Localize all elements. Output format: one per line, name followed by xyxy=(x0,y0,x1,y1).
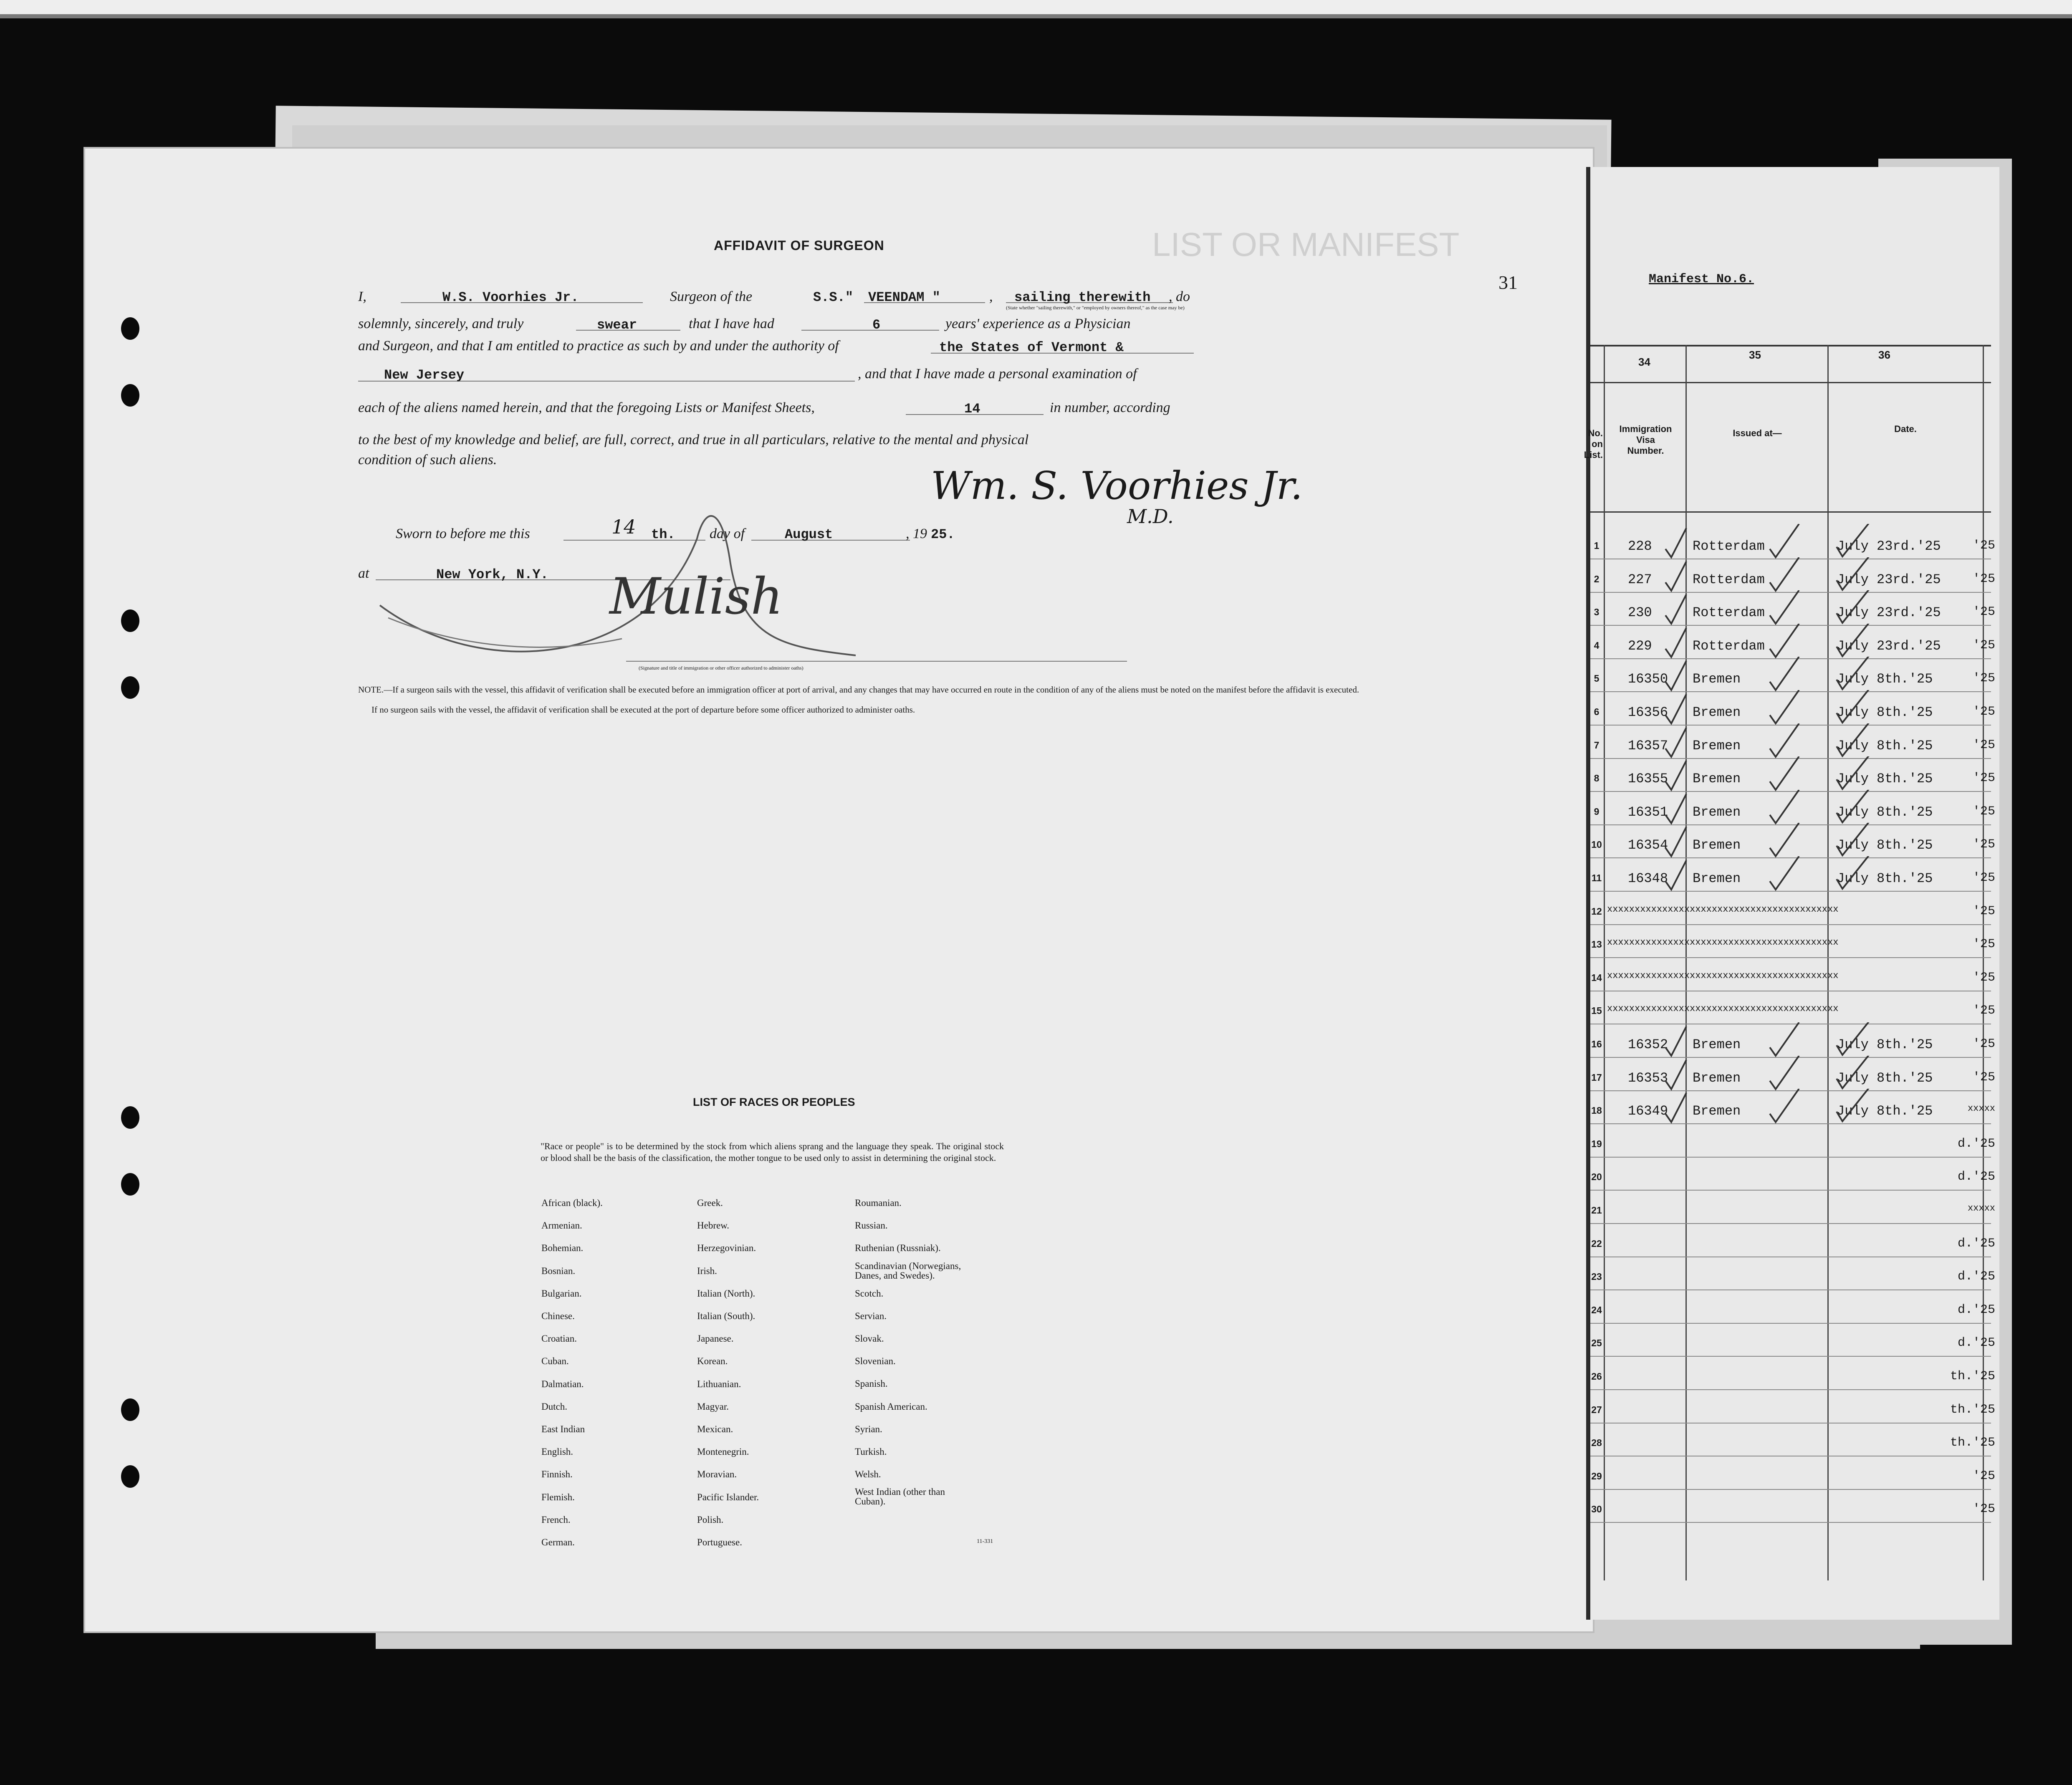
manifest-row-rule xyxy=(1590,1389,1991,1390)
races-column-3 xyxy=(855,1192,961,1508)
row-number: 1 xyxy=(1594,540,1599,551)
manifest-row-rule xyxy=(1590,957,1991,958)
manifest-row-rule xyxy=(1590,1289,1991,1290)
row-number: 13 xyxy=(1591,939,1602,950)
edge-date: '25 xyxy=(1972,738,1995,752)
row-number: 26 xyxy=(1591,1371,1602,1382)
scanner-top-edge xyxy=(0,0,2072,14)
race-entry: Syrian. xyxy=(855,1423,882,1434)
edge-date: d.'25 xyxy=(1957,1236,1995,1251)
issued-at: Bremen xyxy=(1693,771,1741,787)
edge-date: '25 xyxy=(1972,539,1995,553)
text-best: to the best of my knowledge and belief, are full, correct, and true in all particulars, relative to the mental and physical xyxy=(358,432,1029,448)
row-number: 25 xyxy=(1591,1337,1602,1349)
visa-number: 16349 xyxy=(1628,1103,1668,1119)
faint-bleed-text: LIST OR MANIFEST xyxy=(1152,226,1460,263)
race-entry: African (black). xyxy=(541,1198,603,1208)
surgeon-signature-md: M.D. xyxy=(1127,505,1174,528)
race-entry: Pacific Islander. xyxy=(697,1492,759,1502)
race-entry: Scandinavian (Norwegians, Danes, and Swedes). xyxy=(855,1260,961,1281)
issued-at: Bremen xyxy=(1693,1070,1741,1086)
check-mark-icon xyxy=(1661,856,1878,894)
visa-date: July 8th.'25 xyxy=(1837,705,1933,720)
text-do: , do xyxy=(1169,289,1190,304)
col-number-34: 34 xyxy=(1638,356,1650,368)
race-entry: Moravian. xyxy=(697,1469,737,1480)
edge-date: '25 xyxy=(1972,771,1995,786)
issued-at: Bremen xyxy=(1693,837,1741,853)
check-mark-icon xyxy=(1661,1056,1878,1093)
issued-at: Bremen xyxy=(1693,804,1741,820)
issued-at: Bremen xyxy=(1693,1037,1741,1052)
row-number: 12 xyxy=(1591,905,1602,917)
text-i: I, xyxy=(358,289,366,304)
manifest-row-rule xyxy=(1590,1522,1991,1523)
race-entry: Russian. xyxy=(855,1220,888,1231)
surgeon-name: W.S. Voorhies Jr. xyxy=(442,290,579,305)
row-number: 27 xyxy=(1591,1404,1602,1415)
sailing-status: sailing therewith xyxy=(1014,290,1151,305)
race-entry: French. xyxy=(541,1514,571,1525)
visa-date: July 8th.'25 xyxy=(1837,871,1933,886)
race-entry: Korean. xyxy=(697,1356,728,1367)
text-at: at xyxy=(358,566,369,581)
visa-number: 16354 xyxy=(1628,837,1668,853)
visa-number: 228 xyxy=(1628,539,1652,554)
race-entry: Portuguese. xyxy=(697,1537,742,1548)
edge-date: '25 xyxy=(1972,705,1995,719)
race-entry: Mexican. xyxy=(697,1424,733,1435)
row-number: 21 xyxy=(1591,1205,1602,1216)
race-entry: Hebrew. xyxy=(697,1220,730,1231)
officer-signature: Mulish xyxy=(609,568,783,626)
edge-date: '25 xyxy=(1972,904,1995,918)
row-number: 8 xyxy=(1594,773,1599,784)
binder-hole xyxy=(121,1173,139,1196)
visa-date: July 23rd.'25 xyxy=(1837,638,1941,654)
edge-date: '25 xyxy=(1972,937,1995,952)
race-entry: Flemish. xyxy=(541,1492,575,1502)
col-header-list-no: No. on List. xyxy=(1584,428,1603,460)
check-mark-icon xyxy=(1661,1089,1878,1126)
manifest-row-rule xyxy=(1590,924,1991,925)
col-number-35: 35 xyxy=(1749,349,1761,361)
visa-date: July 8th.'25 xyxy=(1837,771,1933,787)
race-entry: Spanish. xyxy=(855,1378,888,1389)
binder-hole xyxy=(121,1106,139,1129)
visa-date: July 8th.'25 xyxy=(1837,1103,1933,1119)
manifest-row-rule xyxy=(1590,1223,1991,1224)
check-mark-icon xyxy=(1661,524,1878,561)
officer-caption: (Signature and title of immigration or other officer authorized to administer oaths) xyxy=(639,665,804,671)
row-number: 3 xyxy=(1594,607,1599,618)
officer-line xyxy=(626,661,1127,662)
race-entry: Roumanian. xyxy=(855,1198,902,1208)
visa-number: xxxxxxxxxxxxxxxxxxxxxxxxxxxxxxxxxxxxxxxxxx xyxy=(1607,1004,1839,1014)
visa-date: July 8th.'25 xyxy=(1837,1037,1933,1052)
check-mark-icon xyxy=(1661,590,1878,628)
visa-date: July 8th.'25 xyxy=(1837,804,1933,820)
edge-date: '25 xyxy=(1972,671,1995,686)
edge-date: '25 xyxy=(1972,638,1995,652)
check-mark-icon xyxy=(1661,657,1878,694)
row-number: 23 xyxy=(1591,1271,1602,1282)
race-entry: Cuban. xyxy=(541,1356,569,1367)
row-number: 4 xyxy=(1594,640,1599,651)
row-number: 30 xyxy=(1591,1504,1602,1515)
visa-date: July 23rd.'25 xyxy=(1837,605,1941,621)
race-entry: East Indian xyxy=(541,1424,585,1435)
check-mark-icon xyxy=(1661,1022,1878,1060)
binder-hole xyxy=(121,1398,139,1421)
text-and-surgeon: and Surgeon, and that I am entitled to practice as such by and under the authority of xyxy=(358,338,839,354)
text-day-of: day of xyxy=(710,526,745,541)
ship-prefix: S.S." xyxy=(813,290,854,305)
visa-number: 16348 xyxy=(1628,871,1668,886)
visa-number: 16350 xyxy=(1628,671,1668,687)
edge-date: '25 xyxy=(1972,1469,1995,1483)
oath-type: swear xyxy=(597,317,637,333)
visa-date: July 8th.'25 xyxy=(1837,738,1933,753)
row-number: 14 xyxy=(1591,972,1602,983)
issued-at: Rotterdam xyxy=(1693,571,1765,587)
col-header-visa: Immigration Visa Number. xyxy=(1619,424,1672,456)
sworn-place: New York, N.Y. xyxy=(436,567,548,582)
race-entry: Chinese. xyxy=(541,1311,575,1322)
edge-date: th.'25 xyxy=(1950,1402,1995,1417)
edge-date: '25 xyxy=(1972,871,1995,885)
row-number: 10 xyxy=(1591,839,1602,850)
row-number: 7 xyxy=(1594,739,1599,751)
text-personal: , and that I have made a personal examination of xyxy=(858,366,1137,382)
row-number: 24 xyxy=(1591,1304,1602,1315)
edge-date: d.'25 xyxy=(1957,1136,1995,1151)
edge-date: th.'25 xyxy=(1950,1436,1995,1450)
row-number: 15 xyxy=(1591,1005,1602,1016)
text-sworn: Sworn to before me this xyxy=(396,526,530,541)
row-number: 20 xyxy=(1591,1171,1602,1183)
manifest-row-rule xyxy=(1590,1356,1991,1357)
race-entry: West Indian (other than Cuban). xyxy=(855,1487,945,1507)
race-entry: Montenegrin. xyxy=(697,1446,749,1457)
issued-at: Bremen xyxy=(1693,738,1741,753)
affidavit-page xyxy=(83,147,1594,1633)
check-mark-icon xyxy=(1661,624,1878,661)
check-mark-icon xyxy=(1661,823,1878,860)
manifest-head-rule xyxy=(1590,382,1991,383)
edge-date: '25 xyxy=(1972,571,1995,586)
visa-number: xxxxxxxxxxxxxxxxxxxxxxxxxxxxxxxxxxxxxxxxxx xyxy=(1607,904,1839,915)
text-years: years' experience as a Physician xyxy=(945,316,1131,331)
race-entry: Dutch. xyxy=(541,1401,567,1412)
ship-name: VEENDAM " xyxy=(868,290,940,305)
race-entry: Turkish. xyxy=(855,1446,887,1457)
edge-date: th.'25 xyxy=(1950,1369,1995,1383)
race-entry: Armenian. xyxy=(541,1220,582,1231)
visa-number: xxxxxxxxxxxxxxxxxxxxxxxxxxxxxxxxxxxxxxxxxx xyxy=(1607,970,1839,981)
row-number: 19 xyxy=(1591,1138,1602,1149)
manifest-col-divider xyxy=(1983,345,1984,1580)
race-entry: Magyar. xyxy=(697,1401,729,1412)
row-number: 9 xyxy=(1594,806,1599,817)
years-experience: 6 xyxy=(872,317,881,333)
race-entry: English. xyxy=(541,1446,574,1457)
row-number: 18 xyxy=(1591,1105,1602,1116)
race-entry: Ruthenian (Russniak). xyxy=(855,1243,941,1254)
edge-date: xxxxx xyxy=(1967,1103,1995,1114)
sailing-bracket-note: (State whether "sailing therewith," or "employed by owners thereof," as the case may be) xyxy=(1006,305,1185,311)
race-entry: Slovak. xyxy=(855,1333,884,1344)
check-mark-icon xyxy=(1661,723,1878,761)
check-mark-icon xyxy=(1661,756,1878,794)
visa-number: xxxxxxxxxxxxxxxxxxxxxxxxxxxxxxxxxxxxxxxxxx xyxy=(1607,937,1839,948)
form-code: 11-331 xyxy=(977,1538,993,1545)
manifest-row-rule xyxy=(1590,1190,1991,1191)
manifest-top-rule xyxy=(1590,345,1991,346)
binder-hole xyxy=(121,609,139,632)
races-intro: "Race or people" is to be determined by the stock from which aliens sprang and the language they speak. The original stock or blood shall be the basis of the classification, the mother tongue to be used only to assist in determining the original stock. xyxy=(541,1141,1004,1163)
page-number: 31 xyxy=(1498,272,1518,293)
note-2: If no surgeon sails with the vessel, the affidavit of verification shall be executed at the port of departure before some officer authorized to administer oaths. xyxy=(371,705,915,715)
row-number: 6 xyxy=(1594,706,1599,717)
row-number: 28 xyxy=(1591,1437,1602,1449)
col-number-36: 36 xyxy=(1878,349,1890,361)
row-number: 2 xyxy=(1594,573,1599,584)
text-each: each of the aliens named herein, and that the foregoing Lists or Manifest Sheets, xyxy=(358,400,815,415)
visa-number: 16353 xyxy=(1628,1070,1668,1086)
race-entry: Finnish. xyxy=(541,1469,573,1480)
text-solemnly: solemnly, sincerely, and truly xyxy=(358,316,524,331)
manifest-row-rule xyxy=(1590,1323,1991,1324)
col-header-issued: Issued at— xyxy=(1733,428,1782,438)
races-column-1 xyxy=(541,1192,603,1554)
races-column-2 xyxy=(697,1192,759,1554)
edge-date: '25 xyxy=(1972,1037,1995,1051)
race-entry: Dalmatian. xyxy=(541,1378,584,1389)
race-entry: Croatian. xyxy=(541,1333,577,1344)
race-entry: Slovenian. xyxy=(855,1356,896,1367)
visa-date: July 8th.'25 xyxy=(1837,671,1933,687)
col-header-date: Date. xyxy=(1894,424,1917,434)
row-number: 17 xyxy=(1591,1072,1602,1083)
text-have-had: that I have had xyxy=(689,316,774,331)
binder-hole xyxy=(121,317,139,340)
issued-at: Bremen xyxy=(1693,671,1741,687)
sworn-month: August xyxy=(785,527,833,542)
binder-hole xyxy=(121,676,139,699)
edge-date: '25 xyxy=(1972,605,1995,619)
authority-1: the States of Vermont & xyxy=(939,340,1124,355)
visa-date: July 8th.'25 xyxy=(1837,837,1933,853)
race-entry: Bosnian. xyxy=(541,1265,576,1276)
visa-date: July 23rd.'25 xyxy=(1837,539,1941,554)
race-entry: German. xyxy=(541,1537,575,1548)
sheets-count: 14 xyxy=(964,401,980,417)
race-entry: Welsh. xyxy=(855,1469,881,1480)
affidavit-title: AFFIDAVIT OF SURGEON xyxy=(714,238,884,253)
edge-date: '25 xyxy=(1972,804,1995,819)
visa-number: 16357 xyxy=(1628,738,1668,753)
visa-date: July 23rd.'25 xyxy=(1837,571,1941,587)
sworn-day-suffix: th. xyxy=(651,527,675,542)
row-number: 5 xyxy=(1594,673,1599,684)
race-entry: Italian (North). xyxy=(697,1288,756,1299)
race-entry: Bulgarian. xyxy=(541,1288,582,1299)
visa-number: 229 xyxy=(1628,638,1652,654)
surgeon-signature: Wm. S. Voorhies Jr. xyxy=(931,463,1303,508)
edge-date: '25 xyxy=(1972,1502,1995,1517)
edge-date: '25 xyxy=(1972,837,1995,852)
manifest-body-rule xyxy=(1590,511,1991,513)
edge-date: d.'25 xyxy=(1957,1302,1995,1317)
binder-hole xyxy=(121,1465,139,1488)
row-number: 22 xyxy=(1591,1238,1602,1249)
years-line xyxy=(801,330,939,331)
manifest-label: Manifest No.6. xyxy=(1649,272,1754,286)
text-in-number: in number, according xyxy=(1050,400,1170,415)
edge-date: d.'25 xyxy=(1957,1269,1995,1284)
edge-date: '25 xyxy=(1972,1070,1995,1085)
edge-date: d.'25 xyxy=(1957,1336,1995,1350)
race-entry: Servian. xyxy=(855,1310,887,1321)
edge-date: d.'25 xyxy=(1957,1170,1995,1184)
visa-date: July 8th.'25 xyxy=(1837,1070,1933,1086)
text-condition: condition of such aliens. xyxy=(358,452,497,468)
check-mark-icon xyxy=(1661,790,1878,827)
race-entry: Italian (South). xyxy=(697,1311,756,1322)
visa-number: 16351 xyxy=(1628,804,1668,820)
note-1: NOTE.—If a surgeon sails with the vessel, this affidavit of verification shall be executed before an immigration officer at port of arrival, and any changes that may have occurred en route in the condition of any of the aliens must be noted on the manifest before the affidavit is executed. xyxy=(358,685,1359,695)
row-number: 11 xyxy=(1591,872,1602,883)
sworn-year: 25. xyxy=(931,527,955,542)
authority-2: New Jersey xyxy=(384,367,465,383)
row-number: 29 xyxy=(1591,1470,1602,1482)
check-mark-icon xyxy=(1661,557,1878,595)
races-title: LIST OF RACES OR PEOPLES xyxy=(693,1096,855,1108)
visa-number: 16356 xyxy=(1628,705,1668,720)
issued-at: Bremen xyxy=(1693,871,1741,886)
edge-date: xxxxx xyxy=(1967,1203,1995,1214)
binder-hole xyxy=(121,384,139,407)
sworn-day: 14 xyxy=(611,516,636,538)
edge-date: '25 xyxy=(1972,1004,1995,1018)
issued-at: Bremen xyxy=(1693,705,1741,720)
manifest-col-divider xyxy=(1604,345,1605,1580)
issued-at: Bremen xyxy=(1693,1103,1741,1119)
issued-at: Rotterdam xyxy=(1693,605,1765,621)
row-number: 16 xyxy=(1591,1039,1602,1049)
visa-number: 230 xyxy=(1628,605,1652,621)
edge-date: '25 xyxy=(1972,970,1995,985)
race-entry: Lithuanian. xyxy=(697,1378,741,1389)
race-entry: Herzegovinian. xyxy=(697,1243,756,1254)
race-entry: Greek. xyxy=(697,1198,723,1208)
race-entry: Spanish American. xyxy=(855,1401,927,1412)
race-entry: Irish. xyxy=(697,1265,717,1276)
race-entry: Polish. xyxy=(697,1514,724,1525)
scanner-top-shadow xyxy=(0,14,2072,18)
manifest-row-rule xyxy=(1590,1489,1991,1490)
visa-number: 16355 xyxy=(1628,771,1668,787)
race-entry: Bohemian. xyxy=(541,1243,584,1254)
issued-at: Rotterdam xyxy=(1693,638,1765,654)
text-comma: , xyxy=(989,289,993,304)
manifest-row-rule xyxy=(1590,1157,1991,1158)
visa-number: 227 xyxy=(1628,571,1652,587)
race-entry: Japanese. xyxy=(697,1333,734,1344)
race-entry: Scotch. xyxy=(855,1288,884,1299)
visa-number: 16352 xyxy=(1628,1037,1668,1052)
issued-at: Rotterdam xyxy=(1693,539,1765,554)
check-mark-icon xyxy=(1661,690,1878,728)
text-year-prefix: , 19 xyxy=(906,526,927,541)
text-surgeon-of: Surgeon of the xyxy=(670,289,753,304)
